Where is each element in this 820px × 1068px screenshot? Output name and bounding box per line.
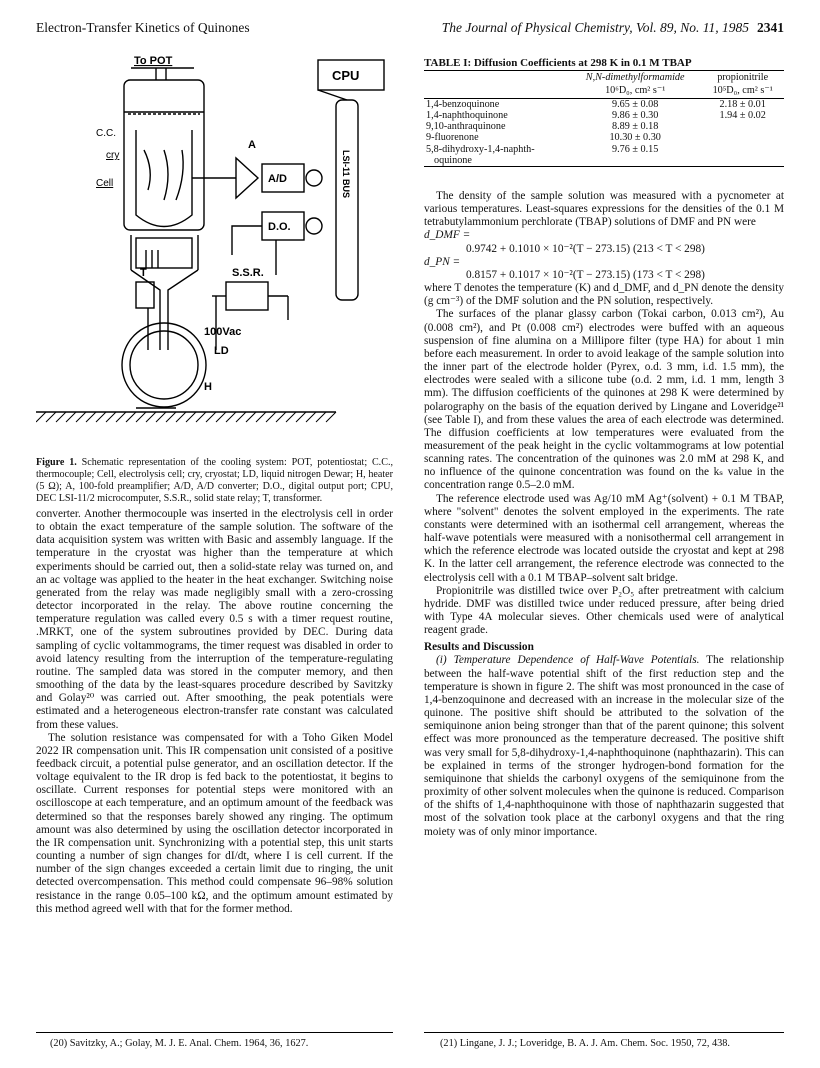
table-cell: 8.89 ± 0.18 <box>612 121 659 133</box>
running-header-left: Electron-Transfer Kinetics of Quinones <box>36 20 250 35</box>
table-cell: 2.18 ± 0.01 <box>719 98 766 110</box>
paragraph: where T denotes the temperature (K) and d_DMF, and d_PN denote the density (g cm⁻³) of the DMF solution and the PN solution, respectively. <box>424 282 784 308</box>
table-cell <box>569 155 701 167</box>
table-cell: 1.94 ± 0.02 <box>719 109 766 121</box>
caption-label: Figure 1. <box>36 457 77 468</box>
label-cry: cry <box>106 150 120 161</box>
equation-label: d_PN = <box>424 255 461 268</box>
label-a: A <box>248 139 256 151</box>
subsection-title: (i) Temperature Dependence of Half-Wave Potentials. <box>436 654 700 667</box>
paragraph: The surfaces of the planar glassy carbon (Tokai carbon, 0.013 cm²), Au (0.008 cm²), and Pt (0.008 cm²) electrodes were buffed with an aqueous suspension of fine alumina on a Millipore filter (type HA) for about 1 min before each measurement. In order to avoid leakage of the sample solution into the inner part of the electrode holder (Pyrex, o.d. 3 mm, i.d. 1.5 mm), the electrodes were sealed with a silicone tube (o.d. 2 mm, i.d. 1 mm, length 3 mm). The diffusion coefficients of the quinones at 298 K were determined by polarography on the basis of the equation derived by Lingane and Loveridge²¹ (see Table I), and from these values the area of each electrode was determined. The diffusion coefficients at low temperatures were evaluated from the measurement of the peak height in the cyclic voltammograms at low potential scanning rates. The concentration of the quinones was 2.0 mM at 298 K, and no influence of the quinone concentration was found on the kₛ value in the concentration range 0.5–2.0 mM. <box>424 308 784 492</box>
table-header-dmf: N,N-dimethylformamide <box>569 71 701 85</box>
footnote-20: (20) Savitzky, A.; Golay, M. J. E. Anal. Chem. 1964, 36, 1627. <box>50 1038 309 1049</box>
table-cell: 9.65 ± 0.08 <box>612 98 659 110</box>
footnote-21: (21) Lingane, J. J.; Loveridge, B. A. J. Am. Chem. Soc. 1950, 72, 438. <box>440 1038 731 1049</box>
label-cpu: CPU <box>332 68 360 83</box>
table-title: TABLE I: Diffusion Coefficients at 298 K in 0.1 M TBAP <box>424 57 692 69</box>
table-header-blank <box>424 84 569 98</box>
label-ad: A/D <box>268 173 287 185</box>
table-cell <box>701 155 784 167</box>
table-unit-dmf: 10⁶D₀, cm² s⁻¹ <box>569 84 701 98</box>
label-cc: C.C. <box>96 128 116 139</box>
table-row <box>424 155 784 167</box>
table-cell: 9.76 ± 0.15 <box>612 143 659 155</box>
table-cell: 1,4-benzoquinone <box>426 98 500 110</box>
label-ld: LD <box>214 345 229 357</box>
equation: 0.8157 + 0.1017 × 10⁻²(T − 273.15) (173 < T < 298) <box>466 268 705 281</box>
label-t: T <box>140 267 147 279</box>
table-header-pn: propionitrile <box>701 71 784 85</box>
paragraph-text: The relationship between the half-wave potential shift of the first reduction step and the temperature is shown in figure 2. The shift was most pronounced in the case of 1,4-benzoquinone and decreased with an increase in the molecular size of the quinone. The positive shift should be attributed to the solvation of the semiquinone anion being stronger than that of the parent quinone; this solvent effect was more pronounced as the temperature decreased. The positive shift was very small for 5,8-dihydroxy-1,4-naphthoquinone (naphthazarin). This can be explained in terms of the stronger hydrogen-bond formation for the semiquinone that shields the carbonyl oxygens of the semiquinone from the proximity of other solvent molecules when the quinone is reduced. Comparison of the shifts of 1,4-naphthoquinone with those of naphthazarin suggested that most of the solvation took place at the carbonyl oxygens and that the ring moiety was of only minor importance. <box>424 654 785 838</box>
figure-1-schematic <box>36 50 396 450</box>
table-cell: 10.30 ± 0.30 <box>609 132 661 144</box>
table-cell: 9,10-anthraquinone <box>426 121 506 133</box>
paragraph: converter. Another thermocouple was inserted in the electrolysis cell in order to obtain the exact temperature of the sample solution. The software of the data acquisition system was written with Basic and assembly language. If the temperature in the cryostat was higher than the temperature at which experiments should be carried out, then a solid-state relay was turned on, and an ac voltage was applied to the heater in the heat exchanger. Switching noise generated from the relay was made negligibly small with a zero-crossing detector incorporated in the relay. The above routine concerning the temperature regulation was called every 0.5 s with a timer request routine, .MRKT, one of the system subroutines provided by DEC. During data sampling of cyclic voltammograms, the timer request was disabled in order to avoid latency resulting from the interruption of the temperature-regulating routine. The sampled data was stored in the computer memory, and then smoothing of the data by the least-squares procedure described by Savitzky and Golay²⁰ was carried out. After smoothing, the peak potentials were estimated and a heterogeneous electron-transfer rate constant was calculated from these values. <box>36 508 393 731</box>
paragraph <box>424 654 784 838</box>
table-cell <box>701 144 784 155</box>
equation: 0.9742 + 0.1010 × 10⁻²(T − 273.15) (213 < T < 298) <box>466 242 705 255</box>
table-unit-pn: 10⁵D₀, cm² s⁻¹ <box>701 84 784 98</box>
paragraph: The density of the sample solution was measured with a pycnometer at various temperatures. Least-squares expressions for the densities of the 0.1 M tetrabutylammonium perchlorate (TBAP) solutions of DMF and PN were <box>424 190 784 229</box>
table-row <box>424 132 784 143</box>
label-to-pot: To POT <box>134 55 173 67</box>
section-heading: Results and Discussion <box>424 641 534 654</box>
caption-text: Schematic representation of the cooling system: POT, potentiostat; C.C., thermocouple; Cell, electrolysis cell; cry, cryostat; LD, liquid nitrogen Dewar; H, heater (5 Ω); A, 100-fold preamplifier; A/D, A/D converter; D.O., digital output port; CPU, DEC LSI-11/2 microcomputer, S.S.R., solid state relay; T, transformer. <box>36 457 393 505</box>
label-do: D.O. <box>268 221 291 233</box>
footnote-rule <box>424 1032 784 1033</box>
right-column <box>424 190 784 839</box>
label-vac: 100Vac <box>204 326 242 338</box>
paragraph: The solution resistance was compensated for with a Toho Giken Model 2022 IR compensation unit. This IR compensation unit consisted of a positive feedback circuit, a potential pulse generator, and an oscillation detector. If the voltage equivalent to the IR drop is fed back to the potentiostat, it begins to oscillate. Current responses for potential steps were monitored with an oscilloscope at each temperature, and an optimum amount of the feedback was determined so that the responses barely showed any ringing. The optimum amount was also determined by using the oscillation detector incorporated in the IR compensation unit. Synchronizing with a potential step, this unit starts counting a number of sign changes for dI/dt, where I is cell current. If the number of the sign changes exceeded a certain limit due to ringing, the unit detected overcompensation. This method could compensate 96–98% solution resistance in the range 0.05–100 kΩ, and the optimum amount estimated by this method agreed well with that for the former method. <box>36 731 393 915</box>
footnote-rule <box>36 1032 393 1033</box>
page-number: 2341 <box>757 20 784 35</box>
diffusion-table <box>424 70 784 167</box>
table-row <box>424 121 784 132</box>
table-cell: 5,8-dihydroxy-1,4-naphth- <box>426 143 535 155</box>
label-h: H <box>204 381 212 393</box>
table-cell: 9.86 ± 0.30 <box>612 109 659 121</box>
table-cell <box>701 121 784 132</box>
table-row <box>424 110 784 121</box>
label-bus: LSI-11 BUS <box>341 150 351 199</box>
paragraph: The reference electrode used was Ag/10 mM Ag⁺(solvent) + 0.1 M TBAP, where "solvent" denotes the solvent employed in the experiments. The rate constants were determined with an isothermal cell arrangement, whereas the half-wave potentials were measured with a nonisothermal cell arrangement in which the reference electrode was located outside the cryostat and kept at 298 K. In the latter cell arrangement, the reference electrode was connected to the electrolysis cell with a 0.1 M TBAP–solvent salt bridge. <box>424 492 784 584</box>
running-header-right <box>442 20 784 36</box>
table-cell: 9-fluorenone <box>426 132 479 144</box>
table-row <box>424 144 784 155</box>
table-row <box>424 98 784 110</box>
label-ssr: S.S.R. <box>232 267 264 279</box>
figure-caption <box>36 457 393 505</box>
paragraph: Propionitrile was distilled twice over P₂O₅ after pretreatment with calcium hydride. DMF was distilled twice under reduced pressure, after being dried with Type 4A molecular sieves. Other chemicals used were of analytical reagent grade. <box>424 584 784 637</box>
table-cell <box>701 132 784 143</box>
table-cell: oquinone <box>424 155 569 167</box>
table-header-blank <box>424 71 569 85</box>
table-cell: 1,4-naphthoquinone <box>426 109 508 121</box>
equation-label: d_DMF = <box>424 229 471 242</box>
label-cell: Cell <box>96 178 114 189</box>
journal-citation: The Journal of Physical Chemistry, Vol. 89, No. 11, 1985 <box>441 20 749 35</box>
left-column <box>36 508 393 916</box>
